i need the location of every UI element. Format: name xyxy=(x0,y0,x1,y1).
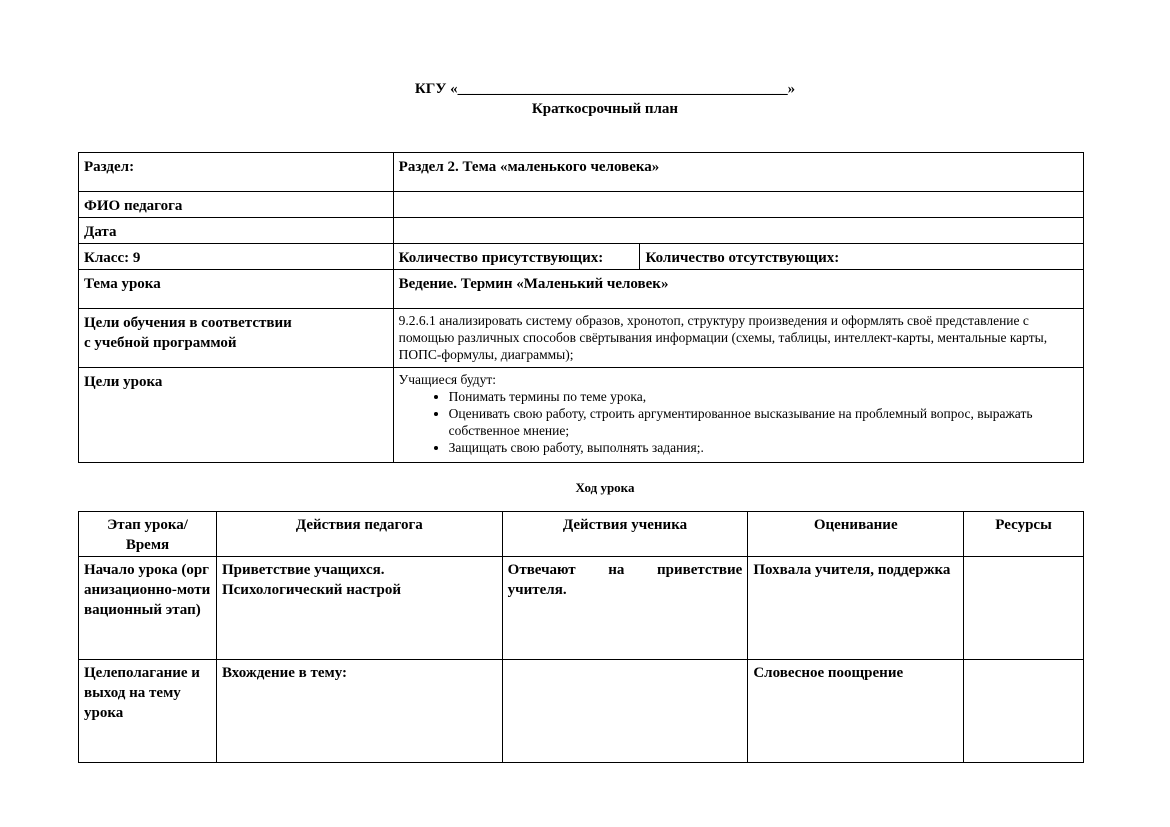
stage-cell: Начало урока (организационно-мотивационный этап) xyxy=(79,557,217,660)
course-title: Ход урока xyxy=(575,480,635,495)
column-header-student-actions: Действия ученика xyxy=(502,512,748,557)
student-action-text: Отвечают на приветствие учителя. xyxy=(507,562,743,598)
stage-line: Целеполагание и xyxy=(84,665,200,681)
teacher-name-value xyxy=(393,192,1083,218)
date-value xyxy=(393,218,1083,244)
lesson-topic-value: Ведение. Термин «Маленький человек» xyxy=(393,270,1083,309)
lesson-goals-label: Цели урока xyxy=(79,368,394,463)
teacher-actions-cell xyxy=(216,557,502,660)
table-header-row xyxy=(79,512,1084,557)
stage-cell xyxy=(79,660,217,763)
list-item: • Оценивать свою работу, строить аргументированное высказывание на проблемный вопрос, выражать собственное мнение; xyxy=(449,405,1078,439)
course-table xyxy=(78,511,1084,763)
stage-line: выход на тему урока xyxy=(84,685,181,721)
table-row xyxy=(79,309,1084,368)
section-value: Раздел 2. Тема «маленького человека» xyxy=(393,153,1083,192)
lesson-goals-list xyxy=(399,388,1078,456)
absent-count-label: Количество отсутствующих: xyxy=(640,244,1084,270)
resources-cell xyxy=(964,660,1084,763)
table-row xyxy=(79,270,1084,309)
plan-table xyxy=(78,152,1084,463)
page-title: Краткосрочный план xyxy=(531,101,679,117)
organization-line: КГУ «____________________________________________» xyxy=(414,81,796,97)
teacher-name-label: ФИО педагога xyxy=(79,192,394,218)
list-item: • Понимать термины по теме урока, xyxy=(449,388,1078,405)
teacher-action-line: Приветствие учащихся. xyxy=(221,562,385,578)
table-row xyxy=(79,368,1084,463)
lesson-goals-value xyxy=(393,368,1083,463)
section-label: Раздел: xyxy=(79,153,394,192)
program-goals-label-line1: Цели обучения в соответствии xyxy=(84,315,292,331)
student-actions-cell xyxy=(502,557,748,660)
date-label: Дата xyxy=(79,218,394,244)
table-row xyxy=(79,244,1084,270)
program-goals-value: 9.2.6.1 анализировать систему образов, хронотоп, структуру произведения и оформлять своё представление с помощью различных способов свёртывания информации (схемы, таблицы, интеллект-карты, ментальные карты, ПОПС-формулы, диаграммы); xyxy=(393,309,1083,368)
table-row xyxy=(79,218,1084,244)
class-label: Класс: 9 xyxy=(79,244,394,270)
column-header-assessment: Оценивание xyxy=(748,512,964,557)
table-row xyxy=(79,192,1084,218)
program-goals-label-line2: с учебной программой xyxy=(84,335,237,351)
assessment-cell: Похвала учителя, поддержка xyxy=(748,557,964,660)
column-header-resources: Ресурсы xyxy=(964,512,1084,557)
student-actions-cell xyxy=(502,660,748,763)
table-row xyxy=(79,660,1084,763)
teacher-actions-cell: Вхождение в тему: xyxy=(216,660,502,763)
assessment-cell: Словесное поощрение xyxy=(748,660,964,763)
table-row xyxy=(79,153,1084,192)
list-item: • Защищать свою работу, выполнять задания;. xyxy=(449,439,1078,456)
column-header-stage: Этап урока/ Время xyxy=(79,512,217,557)
table-row xyxy=(79,557,1084,660)
column-header-teacher-actions: Действия педагога xyxy=(216,512,502,557)
lesson-topic-label: Тема урока xyxy=(79,270,394,309)
resources-cell xyxy=(964,557,1084,660)
document-header xyxy=(0,79,1170,119)
program-goals-label xyxy=(79,309,394,368)
teacher-action-line: Психологический настрой xyxy=(221,582,402,598)
present-count-label: Количество присутствующих: xyxy=(393,244,640,270)
lesson-goals-intro: Учащиеся будут: xyxy=(398,372,497,387)
